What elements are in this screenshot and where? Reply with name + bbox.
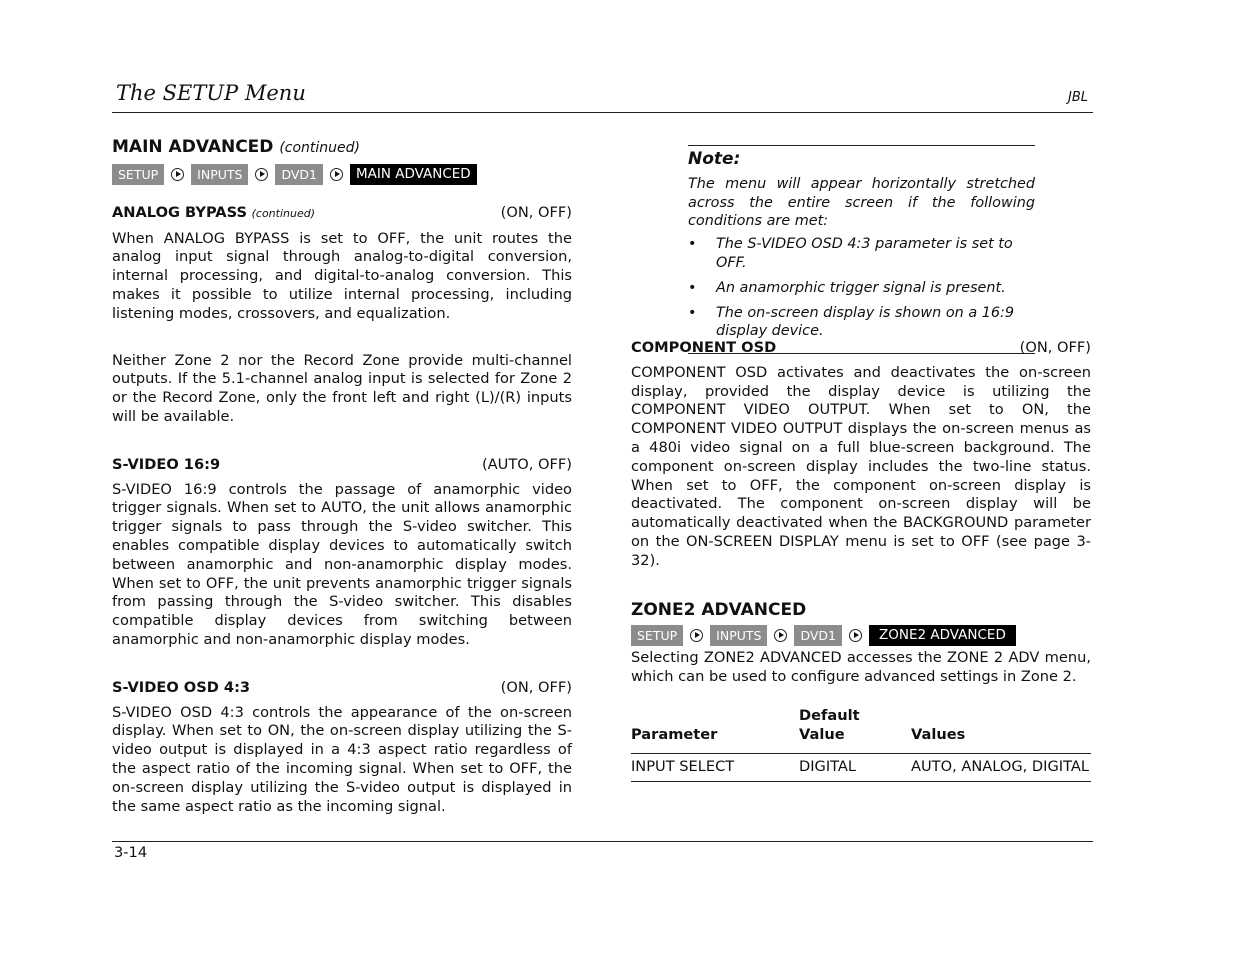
col-default-line2: Value bbox=[799, 725, 845, 743]
note-item: • An anamorphic trigger signal is present. bbox=[688, 279, 1035, 298]
note-intro: The menu will appear horizontally stretched across the entire screen if the following conditions are met: bbox=[688, 175, 1035, 230]
cell-default: DIGITAL bbox=[799, 753, 911, 782]
component-osd-heading bbox=[631, 339, 1091, 358]
arrow-right-icon bbox=[330, 168, 343, 181]
arrow-right-icon bbox=[774, 629, 787, 642]
right-column bbox=[631, 339, 1091, 782]
table-row bbox=[631, 753, 1091, 782]
page-title: The SETUP Menu bbox=[116, 81, 306, 105]
crumb-setup: SETUP bbox=[631, 625, 683, 646]
svideoosd-values: (ON, OFF) bbox=[500, 678, 572, 696]
arrow-right-icon bbox=[171, 168, 184, 181]
arrow-right-icon bbox=[849, 629, 862, 642]
crumb-dvd1: DVD1 bbox=[275, 164, 323, 185]
section-title-text: MAIN ADVANCED bbox=[112, 137, 274, 157]
col-default-line1: Default bbox=[799, 706, 860, 724]
analog-bypass-continued: (continued) bbox=[251, 206, 316, 220]
svideo169-values: (AUTO, OFF) bbox=[481, 455, 572, 473]
note-item: • The S-VIDEO OSD 4:3 parameter is set to OFF. bbox=[688, 235, 1035, 273]
breadcrumb bbox=[112, 164, 572, 186]
breadcrumb bbox=[631, 624, 1091, 646]
col-values: Values bbox=[911, 707, 1091, 753]
zone2-table bbox=[631, 707, 1091, 782]
footer-rule bbox=[112, 841, 1093, 842]
component-osd-body: COMPONENT OSD activates and deactivates the on-screen display, provided the display device is utilizing the COMPONENT VIDEO OUTPUT. When set to ON, the COMPONENT VIDEO OUTPUT displays the on-screen menus as a 480i video signal on a full blue-screen background. The component on-screen display includes the two-line status. When set to OFF, the component on-screen display is deactivated. The component on-screen display will be automatically deactivated when the BACKGROUND parameter on the ON-SCREEN DISPLAY menu is set to OFF (see page 3-32). bbox=[631, 363, 1091, 569]
left-column bbox=[112, 138, 572, 816]
col-default-value bbox=[799, 707, 911, 753]
svideo169-body: S-VIDEO 16:9 controls the passage of anamorphic video trigger signals. When set to AUTO, the unit allows anamorphic trigger signals to pass through the S-video switcher. This enables compatible display devices to automatically switch between anamorphic and non-anamorphic display modes. When set to OFF, the unit prevents anamorphic trigger signals from passing through the S-video switcher. This disables compatible display devices from switching between anamorphic and non-anamorphic display modes. bbox=[112, 480, 572, 648]
crumb-inputs: INPUTS bbox=[710, 625, 767, 646]
analog-bypass-title: ANALOG BYPASS bbox=[112, 203, 247, 221]
note-title: Note: bbox=[688, 149, 741, 169]
analog-bypass-body: When ANALOG BYPASS is set to OFF, the unit routes the analog input signal through analog-to-digital conversion, internal processing, and digital-to-analog conversion. This makes it possible to utilize internal processing, including listening modes, crossovers, and equalization. bbox=[112, 229, 572, 322]
header-rule bbox=[112, 112, 1093, 113]
col-parameter: Parameter bbox=[631, 707, 799, 753]
zone2-body: Selecting ZONE2 ADVANCED accesses the ZONE 2 ADV menu, which can be used to configure advanced settings in Zone 2. bbox=[631, 649, 1091, 686]
analog-bypass-values: (ON, OFF) bbox=[500, 203, 572, 221]
svideo169-heading bbox=[112, 456, 572, 475]
note-item: • The on-screen display is shown on a 16:9 display device. bbox=[688, 304, 1035, 342]
component-osd-values: (ON, OFF) bbox=[1019, 339, 1091, 356]
page-number: 3-14 bbox=[114, 844, 148, 861]
section-continued: (continued) bbox=[279, 140, 361, 156]
note-list bbox=[688, 235, 1035, 341]
svideo169-title: S-VIDEO 16:9 bbox=[112, 455, 221, 473]
cell-parameter: INPUT SELECT bbox=[631, 753, 799, 782]
cell-values: AUTO, ANALOG, DIGITAL bbox=[911, 753, 1091, 782]
crumb-main-advanced: MAIN ADVANCED bbox=[350, 164, 477, 185]
crumb-zone2-advanced: ZONE2 ADVANCED bbox=[869, 625, 1016, 646]
svideoosd-heading bbox=[112, 679, 572, 698]
svideoosd-title: S-VIDEO OSD 4:3 bbox=[112, 678, 251, 696]
note-box bbox=[688, 145, 1035, 354]
arrow-right-icon bbox=[690, 629, 703, 642]
crumb-setup: SETUP bbox=[112, 164, 164, 185]
component-osd-title: COMPONENT OSD bbox=[631, 339, 777, 356]
section-title bbox=[112, 138, 572, 158]
arrow-right-icon bbox=[255, 168, 268, 181]
zone2-title: ZONE2 ADVANCED bbox=[631, 599, 807, 620]
zone-note-body: Neither Zone 2 nor the Record Zone provide multi-channel outputs. If the 5.1-channel analog input is selected for Zone 2 or the Record Zone, only the front left and right (L)/(R) inputs will be available. bbox=[112, 351, 572, 425]
svideoosd-body: S-VIDEO OSD 4:3 controls the appearance of the on-screen display. When set to ON, the on-screen display utilizing the S-video output is displayed in a 4:3 aspect ratio regardless of the aspect ratio of the incoming signal. When set to OFF, the on-screen display utilizing the S-video output is displayed in the same aspect ratio as the incoming signal. bbox=[112, 703, 572, 815]
crumb-dvd1: DVD1 bbox=[794, 625, 842, 646]
table-header-row bbox=[631, 707, 1091, 753]
brand-label: JBL bbox=[1068, 90, 1088, 105]
analog-bypass-heading bbox=[112, 204, 572, 224]
crumb-inputs: INPUTS bbox=[191, 164, 248, 185]
